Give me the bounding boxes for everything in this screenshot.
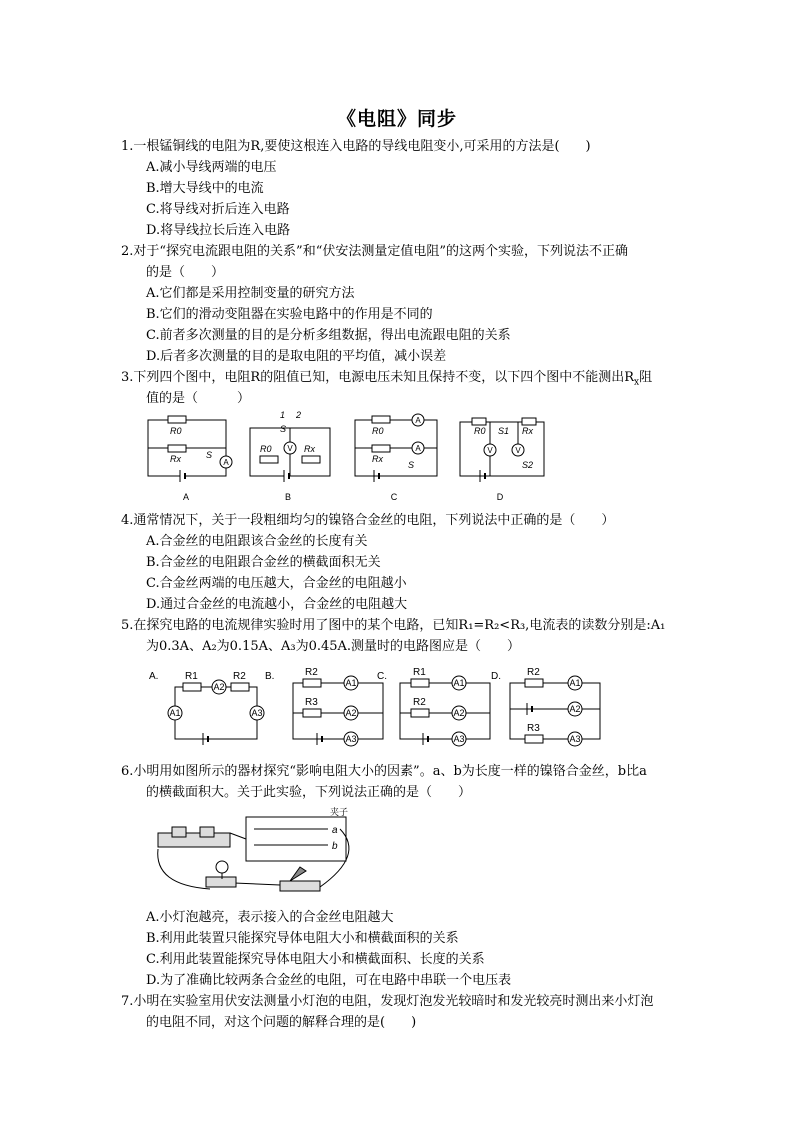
q2-stem: 2.对于“探究电流跟电阻的关系”和“伏安法测量定值电阻”的这两个实验，下列说法不正确 [121, 244, 628, 259]
q3-ammeter-a: A [223, 458, 229, 467]
q5-a-ammeter-a2: A2 [213, 682, 225, 692]
q3-stem: 3.下列四个图中，电阻R的阻值已知，电源电压未知且保持不变，以下四个图中不能测出$R_x$阻 [121, 370, 653, 388]
q3-label-d: D [496, 492, 504, 502]
q1-option-c: C.将导线对折后连入电路 [146, 202, 290, 217]
q5-b-ammeter-a3: A3 [345, 734, 357, 744]
q4-stem: 4.通常情况下，关于一段粗细均匀的镍铬合金丝的电阻，下列说法中正确的是（ ） [121, 513, 615, 528]
q3-label-1: 1 [280, 410, 286, 420]
q5-a-label-r2: R2 [233, 671, 246, 682]
q6-stem-cont: 的横截面积大。关于此实验，下列说法正确的是（ ） [146, 785, 472, 800]
q3-label-rx-d: Rx [522, 426, 533, 436]
q4-option-d: D.通过合金丝的电流越小，合金丝的电阻越大 [146, 597, 408, 612]
q5-c-ammeter-a2: A2 [453, 708, 465, 718]
q6-stem: 6.小明用如图所示的器材探究“影响电阻大小的因素”。a、b为长度一样的镍铬合金丝，b比a [121, 764, 647, 779]
q3-label-rx-a: Rx [170, 454, 181, 464]
q2-option-b: B.它们的滑动变阻器在实验电路中的作用是不同的 [146, 307, 433, 322]
q5-label-c: C. [377, 671, 387, 682]
q5-c-ammeter-a1: A1 [453, 678, 465, 688]
q5-b-ammeter-a2: A2 [345, 708, 357, 718]
q5-stem-cont: 为0.3A、A₂为0.15A、A₃为0.45A.测量时的电路图应是（ ） [146, 639, 521, 654]
q5-label-a: A. [149, 671, 159, 682]
q3-label-r0-b: R0 [260, 444, 272, 454]
q5-d-label-r3: R3 [527, 723, 540, 734]
q3-circuit-figure [140, 410, 560, 505]
q5-a-ammeter-a1: A1 [169, 708, 181, 718]
q3-label-b: B [284, 492, 292, 502]
q5-label-b: B. [265, 671, 275, 682]
q3-label-s2-d: S2 [522, 460, 534, 470]
q2-stem-cont: 的是（ ） [146, 265, 225, 280]
q3-label-c: C [390, 492, 398, 502]
q3-label-s1-d: S1 [498, 426, 510, 436]
q5-circuit-figure [145, 665, 610, 750]
q5-b-ammeter-a1: A1 [345, 678, 357, 688]
q5-b-label-r2: R2 [305, 667, 318, 678]
q3-ammeter-c2: A [415, 444, 421, 453]
q5-c-label-r2: R2 [413, 697, 426, 708]
q5-a-ammeter-a3: A3 [251, 708, 263, 718]
q3-label-rx-b: Rx [304, 444, 315, 454]
q6-label-b: b [332, 841, 338, 852]
q1-option-b: B.增大导线中的电流 [146, 181, 264, 196]
q6-option-d: D.为了准确比较两条合金丝的电阻，可在电路中串联一个电压表 [146, 973, 512, 988]
q5-d-label-r2: R2 [527, 667, 540, 678]
q5-b-label-r3: R3 [305, 697, 318, 708]
q3-voltmeter-d2: V [515, 446, 521, 455]
q3-label-rx-c: Rx [372, 454, 383, 464]
q5-stem: 5.在探究电路的电流规律实验时用了图中的某个电路，已知R₁=R₂<R₃,电流表的读数分别是:A₁ [121, 618, 666, 633]
q2-option-c: C.前者多次测量的目的是分析多组数据，得出电流跟电阻的关系 [146, 328, 511, 343]
q5-d-ammeter-a1: A1 [569, 678, 581, 688]
q6-option-c: C.利用此装置能探究导体电阻大小和横截面积、长度的关系 [146, 952, 485, 967]
q2-option-d: D.后者多次测量的目的是取电阻的平均值，减小误差 [146, 349, 447, 364]
q3-label-s-b: S [280, 424, 287, 434]
q6-apparatus-figure [150, 805, 370, 905]
q3-label-s-c: S [408, 460, 415, 470]
q1-stem: 1.一根锰铜线的电阻为R,要使这根连入电路的导线电阻变小,可采用的方法是( ) [121, 139, 591, 154]
q4-option-b: B.合金丝的电阻跟合金丝的横截面积无关 [146, 555, 381, 570]
q5-d-ammeter-a3: A3 [569, 734, 581, 744]
q6-label-clip: 夹子 [330, 807, 349, 817]
q3-label-a: A [182, 492, 190, 502]
q6-label-a: a [332, 825, 338, 836]
q3-label-2: 2 [296, 410, 302, 420]
q5-a-label-r1: R1 [185, 671, 198, 682]
q3-ammeter-c1: A [415, 416, 421, 425]
q1-option-d: D.将导线拉长后连入电路 [146, 223, 291, 238]
q3-voltmeter-b: V [287, 444, 293, 453]
q3-label-s-a: S [206, 450, 213, 460]
q5-d-ammeter-a2: A2 [569, 704, 581, 714]
page-title: 《电阻》同步 [336, 108, 457, 130]
q2-option-a: A.它们都是采用控制变量的研究方法 [146, 286, 355, 301]
q1-option-a: A.减小导线两端的电压 [146, 160, 277, 175]
q3-label-r0-a: R0 [170, 426, 182, 436]
q5-c-ammeter-a3: A3 [453, 734, 465, 744]
q4-option-a: A.合金丝的电阻跟该合金丝的长度有关 [146, 534, 368, 549]
q6-option-b: B.利用此装置只能探究导体电阻大小和横截面积的关系 [146, 931, 459, 946]
q3-stem-cont: 值的是（ ） [146, 391, 251, 406]
q5-label-d: D. [491, 671, 501, 682]
q5-c-label-r1: R1 [413, 667, 426, 678]
q7-stem-cont: 的电阻不同，对这个问题的解释合理的是( ) [146, 1015, 417, 1030]
q3-label-r0-d: R0 [474, 426, 486, 436]
q4-option-c: C.合金丝两端的电压越大，合金丝的电阻越小 [146, 576, 407, 591]
q6-option-a: A.小灯泡越亮，表示接入的合金丝电阻越大 [146, 910, 394, 925]
q3-label-r0-c: R0 [372, 426, 384, 436]
q3-voltmeter-d1: V [487, 446, 493, 455]
q7-stem: 7.小明在实验室用伏安法测量小灯泡的电阻，发现灯泡发光较暗时和发光较亮时测出来小灯泡 [121, 994, 654, 1009]
